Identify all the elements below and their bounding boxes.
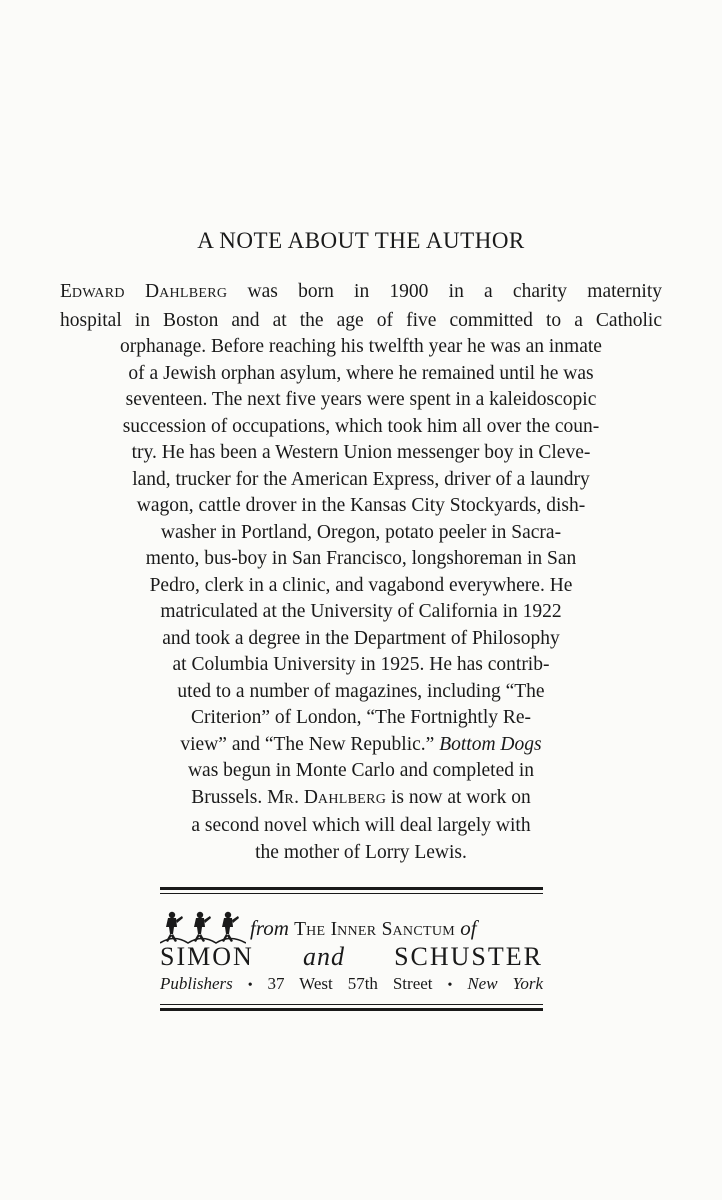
paragraph-line: Pedro, clerk in a clinic, and vagabond everywhere. He — [149, 574, 573, 596]
three-sowers-logo-icon — [160, 910, 246, 944]
paragraph-line: of a Jewish orphan asylum, where he remained until he was — [128, 362, 594, 384]
paragraph-line: and took a degree in the Department of Philosophy — [162, 627, 560, 649]
paragraph-line: land, trucker for the American Express, driver of a laundry — [132, 468, 590, 490]
paragraph-line: uted to a number of magazines, including “The — [177, 680, 545, 702]
paragraph-line: Brussels. MR. DAHLBERG is now at work on — [191, 786, 531, 808]
paragraph-line: mento, bus-boy in San Francisco, longshoreman in San — [145, 548, 577, 569]
paragraph-line: a second novel which will deal largely with — [191, 815, 531, 836]
paragraph-line: was begun in Monte Carlo and completed in — [187, 760, 535, 781]
paragraph-line: Criterion” of London, “The Fortnightly Re- — [190, 707, 532, 728]
paragraph-line: wagon, cattle drover in the Kansas City Stockyards, dish- — [136, 495, 586, 516]
book-title: Bottom Dogs — [439, 733, 542, 755]
paragraph-line: EDWARD DAHLBERG was born in 1900 in a charity maternity — [60, 281, 663, 302]
inner-sanctum-line: from THE INNER SANCTUM of — [250, 916, 477, 940]
imprint-line — [160, 910, 543, 944]
paragraph-line: at Columbia University in 1925. He has contrib- — [172, 654, 550, 675]
publisher-name: SIMON and SCHUSTER — [160, 942, 543, 971]
paragraph-line: washer in Portland, Oregon, potato peeler in Sacra- — [160, 521, 562, 543]
paragraph-line: try. He has been a Western Union messenger boy in Cleve- — [131, 442, 591, 463]
bottom-double-rule — [160, 1004, 543, 1011]
paragraph-line: view” and “The New Republic.” Bottom Dogs — [180, 733, 542, 755]
paragraph-line: the mother of Lorry Lewis. — [255, 841, 467, 863]
publisher-address: Publishers • 37 West 57th Street • New York — [160, 974, 544, 993]
paragraph-line: hospital in Boston and at the age of five committed to a Catholic — [60, 309, 662, 331]
paragraph-line: matriculated at the University of California in 1922 — [160, 601, 562, 622]
page-heading: A NOTE ABOUT THE AUTHOR — [197, 228, 525, 253]
author-name: EDWARD DAHLBERG — [60, 281, 228, 302]
paragraph-line: succession of occupations, which took him all over the coun- — [122, 415, 600, 437]
mr-dahlberg: MR. DAHLBERG — [267, 786, 387, 808]
paragraph-line: seventeen. The next five years were spent in a kaleidoscopic — [125, 389, 597, 410]
author-note-paragraph — [60, 279, 662, 866]
top-double-rule — [160, 887, 543, 894]
paragraph-line: orphanage. Before reaching his twelfth year he was an inmate — [120, 336, 602, 357]
